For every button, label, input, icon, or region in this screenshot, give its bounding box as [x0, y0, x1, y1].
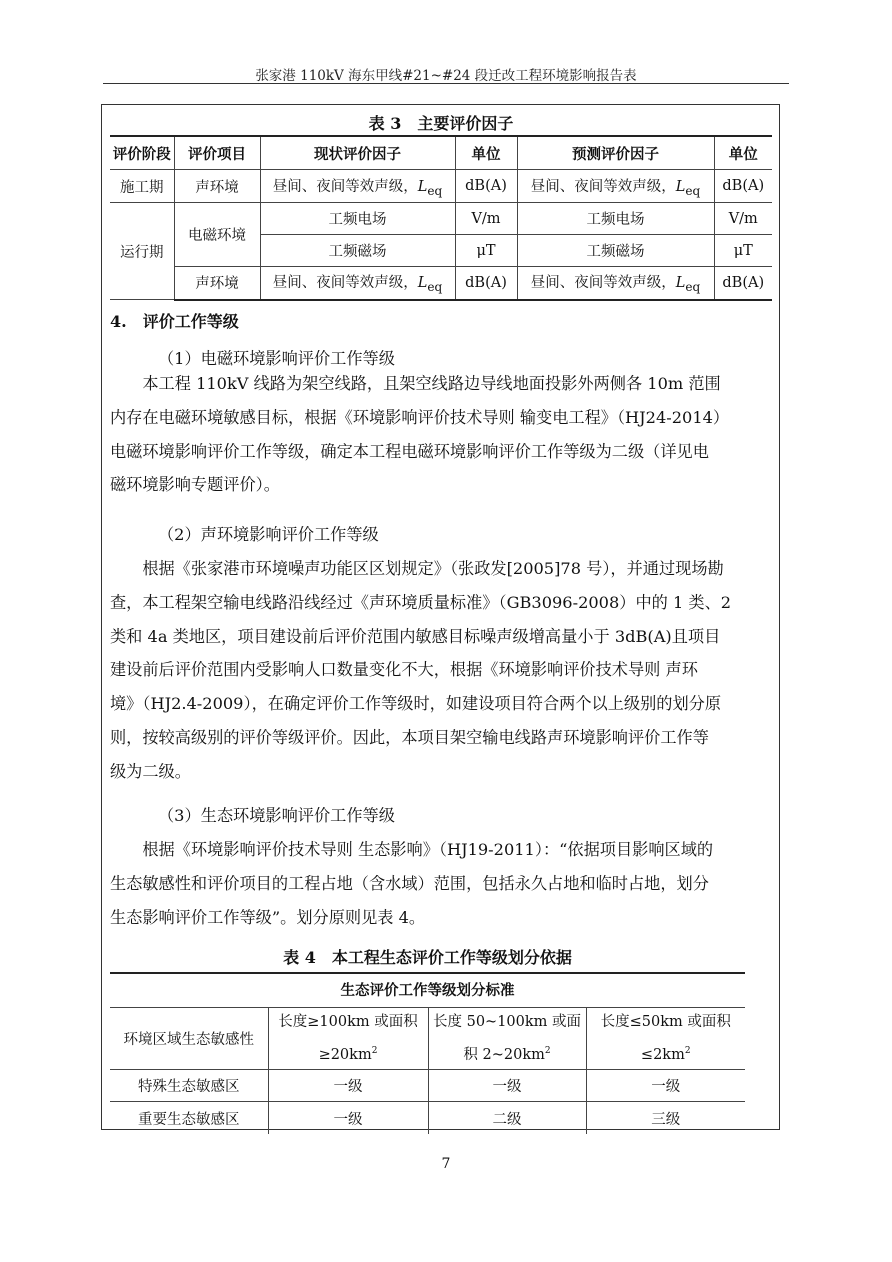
superscript: 2	[371, 1045, 378, 1056]
grade-cell: 一级	[268, 1102, 428, 1134]
paragraph	[110, 552, 772, 789]
criteria-text: ≤2km	[640, 1046, 685, 1063]
table3-col-stage: 评价阶段	[110, 136, 174, 170]
subsection-heading: （3）生态环境影响评价工作等级	[158, 806, 395, 825]
item-cell: 声环境	[174, 267, 260, 300]
paragraph-line: 生态敏感性和评价项目的工程占地（含水域）范围，包括永久占地和临时占地，划分	[110, 873, 709, 893]
table4	[110, 973, 745, 1134]
paragraph-line: 本工程 110kV 线路为架空线路，且架空线路边导线地面投影外两侧各 10m 范围	[110, 374, 721, 393]
paragraph-line: 境》（HJ2.4-2009），在确定评价工作等级时，如建设项目符合两个以上级别的划分原	[110, 694, 721, 714]
unit-cell: dB(A)	[455, 267, 517, 300]
stage-cell: 施工期	[110, 170, 174, 203]
factor-cell	[517, 170, 714, 203]
leq-subscript: eq	[427, 280, 443, 295]
table4-span-header-row	[110, 973, 745, 1007]
unit-cell: μT	[455, 235, 517, 267]
table4-title: 表 4 本工程生态评价工作等级划分依据	[283, 948, 572, 967]
table-row	[110, 203, 772, 235]
paragraph	[110, 367, 772, 502]
factor-cell: 工频磁场	[517, 235, 714, 267]
unit-cell: dB(A)	[455, 170, 517, 203]
page-number: 7	[441, 1156, 451, 1172]
table4-span-header: 生态评价工作等级划分标准	[110, 973, 745, 1007]
table3-col-unit: 单位	[455, 136, 517, 170]
paragraph-line: 根据《环境影响评价技术导则 生态影响》（HJ19-2011）：“依据项目影响区域的	[110, 840, 714, 859]
paragraph-line: 根据《张家港市环境噪声功能区区划规定》（张政发[2005]78 号），并通过现场勘	[110, 559, 724, 578]
unit-cell: V/m	[455, 203, 517, 235]
table-row	[110, 1102, 745, 1134]
table3-col-predicted-factor: 预测评价因子	[517, 136, 714, 170]
row-label-cell: 重要生态敏感区	[138, 1111, 240, 1128]
grade-cell: 一级	[428, 1070, 586, 1102]
factor-cell: 工频电场	[517, 203, 714, 235]
unit-cell: μT	[714, 235, 772, 267]
leq-symbol: L	[417, 178, 428, 195]
leq-symbol: L	[675, 178, 686, 195]
stage-cell: 运行期	[110, 203, 174, 300]
leq-subscript: eq	[427, 183, 443, 198]
paragraph-line: 建设前后评价范围内受影响人口数量变化不大，根据《环境影响评价技术导则 声环	[110, 660, 698, 680]
criteria-line	[269, 1037, 428, 1070]
criteria-text: 积 2~20km	[463, 1046, 545, 1063]
table3-col-item: 评价项目	[174, 136, 260, 170]
item-cell: 声环境	[174, 170, 260, 203]
unit-cell: dB(A)	[714, 170, 772, 203]
criteria-line: 长度≥100km 或面积	[278, 1013, 418, 1030]
paragraph-line: 电磁环境影响评价工作等级，确定本工程电磁环境影响评价工作等级为二级（详见电	[110, 441, 709, 461]
item-cell: 电磁环境	[174, 203, 260, 267]
table-row	[110, 267, 772, 300]
paragraph-line: 查，本工程架空输电线路沿线经过《声环境质量标准》（GB3096-2008）中的 1 类、2	[110, 592, 732, 612]
paragraph-line: 则，按较高级别的评价等级评价。因此，本项目架空输电线路声环境影响评价工作等	[110, 727, 709, 747]
factor-cell	[260, 170, 455, 203]
leq-subscript: eq	[685, 183, 701, 198]
factor-text: 昼间、夜间等效声级，	[272, 178, 418, 195]
factor-text: 昼间、夜间等效声级，	[530, 275, 676, 292]
criteria-line	[429, 1037, 586, 1070]
leq-subscript: eq	[685, 280, 701, 295]
factor-cell: 工频磁场	[260, 235, 455, 267]
criteria-line: 长度≤50km 或面积	[600, 1013, 731, 1030]
factor-text: 昼间、夜间等效声级，	[530, 178, 676, 195]
superscript: 2	[544, 1045, 551, 1056]
criteria-text: ≥20km	[318, 1046, 372, 1063]
criteria-cell	[428, 1007, 586, 1070]
row-label-cell: 特殊生态敏感区	[110, 1070, 268, 1102]
section-heading: 4. 评价工作等级	[110, 312, 239, 331]
grade-cell: 三级	[586, 1102, 745, 1134]
table4-column-header-row	[110, 1007, 745, 1070]
paragraph	[110, 833, 772, 934]
grade-cell: 一级	[268, 1070, 428, 1102]
paragraph-line: 内存在电磁环境敏感目标，根据《环境影响评价技术导则 输变电工程》（HJ24-2014）	[110, 407, 730, 427]
criteria-line	[587, 1037, 746, 1070]
criteria-line: 长度 50~100km 或面	[432, 1013, 582, 1030]
paragraph-line: 磁环境影响专题评价）。	[110, 475, 280, 495]
paragraph-line: 类和 4a 类地区，项目建设前后评价范围内敏感目标噪声级增高量小于 3dB(A)且项目	[110, 626, 721, 646]
leq-symbol: L	[417, 275, 428, 292]
factor-cell	[517, 267, 714, 300]
factor-cell	[260, 267, 455, 300]
subsection-heading: （1）电磁环境影响评价工作等级	[158, 349, 395, 368]
paragraph-line: 生态影响评价工作等级”。划分原则见表 4。	[110, 907, 426, 927]
factor-text: 昼间、夜间等效声级，	[272, 275, 418, 292]
table3	[110, 135, 772, 301]
superscript: 2	[684, 1045, 691, 1056]
header-rule	[103, 83, 789, 84]
table3-title: 表 3 主要评价因子	[368, 114, 514, 133]
criteria-cell	[586, 1007, 745, 1070]
subsection-heading: （2）声环境影响评价工作等级	[158, 525, 379, 544]
table3-header-row	[110, 136, 772, 170]
grade-cell: 一级	[586, 1070, 745, 1102]
table3-col-current-factor: 现状评价因子	[260, 136, 455, 170]
table3-col-unit: 单位	[714, 136, 772, 170]
table-row	[110, 1070, 745, 1102]
table-row	[110, 170, 772, 203]
paragraph-line: 级为二级。	[110, 761, 191, 781]
criteria-cell	[268, 1007, 428, 1070]
unit-cell: V/m	[714, 203, 772, 235]
leq-symbol: L	[675, 275, 686, 292]
page-header: 张家港 110kV 海东甲线#21~#24 段迁改工程环境影响报告表	[255, 68, 637, 84]
unit-cell: dB(A)	[714, 267, 772, 300]
grade-cell: 二级	[428, 1102, 586, 1134]
factor-cell: 工频电场	[260, 203, 455, 235]
row-header-cell: 环境区域生态敏感性	[110, 1007, 268, 1070]
